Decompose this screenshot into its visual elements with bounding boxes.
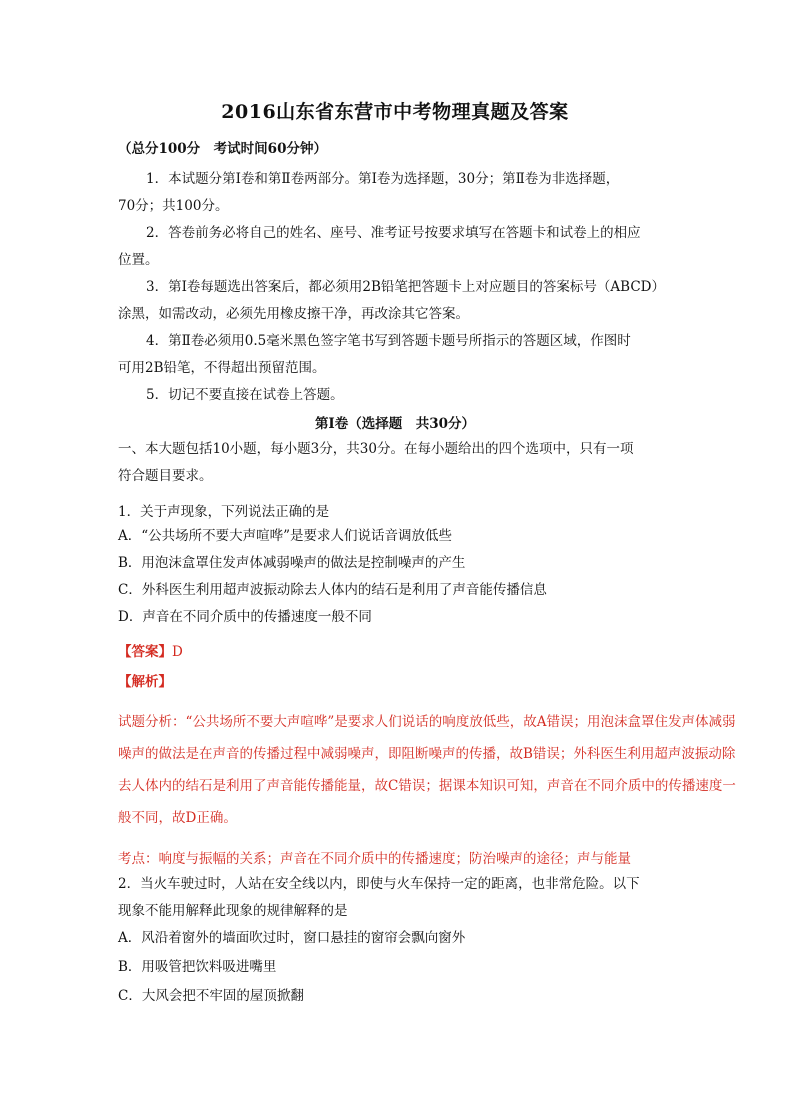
question-1-option-a: A．“公共场所不要大声喧哗”是要求人们说话音调放低些 bbox=[118, 528, 453, 544]
question-2-option-b: B．用吸管把饮料吸进嘴里 bbox=[118, 959, 277, 975]
answer-row bbox=[118, 640, 183, 660]
section-desc: 一、本大题包括10小题，每小题3分，共30分。在每小题给出的四个选项中，只有一项 bbox=[118, 441, 634, 457]
question-2-stem: 现象不能用解释此现象的规律解释的是 bbox=[118, 903, 348, 919]
instruction-line: 涂黑，如需改动，必须先用橡皮擦干净，再改涂其它答案。 bbox=[118, 306, 469, 322]
instruction-line: 1．本试题分第Ⅰ卷和第Ⅱ卷两部分。第Ⅰ卷为选择题，30分；第Ⅱ卷为非选择题， bbox=[146, 171, 620, 187]
analysis-label: 【解析】 bbox=[118, 674, 172, 690]
question-1-option-b: B．用泡沫盒罩住发声体减弱噪声的做法是控制噪声的产生 bbox=[118, 555, 466, 571]
knowledge-points: 考点：响度与振幅的关系；声音在不同介质中的传播速度；防治噪声的途径；声与能量 bbox=[118, 851, 631, 867]
question-2-option-c: C．大风会把不牢固的屋顶掀翻 bbox=[118, 988, 304, 1004]
question-2-stem: 2．当火车驶过时，人站在安全线以内，即使与火车保持一定的距离，也非常危险。以下 bbox=[118, 876, 640, 892]
instruction-line: 2．答卷前务必将自己的姓名、座号、准考证号按要求填写在答题卡和试卷上的相应 bbox=[146, 225, 641, 241]
instruction-line: 5．切记不要直接在试卷上答题。 bbox=[146, 387, 344, 403]
instruction-line: 70分；共100分。 bbox=[118, 198, 229, 214]
instruction-line: 可用2B铅笔，不得超出预留范围。 bbox=[118, 360, 326, 376]
question-1-stem: 1．关于声现象，下列说法正确的是 bbox=[118, 504, 330, 520]
page-title: 2016山东省东营市中考物理真题及答案 bbox=[221, 101, 569, 123]
analysis-line: 去人体内的结石是利用了声音能传播能量，故C错误；据课本知识可知，声音在不同介质中的传播速度一 bbox=[118, 778, 736, 794]
analysis-line: 试题分析：“公共场所不要大声喧哗”是要求人们说话的响度放低些，故A错误；用泡沫盒罩住发声体减弱 bbox=[118, 714, 736, 730]
instruction-line: 4．第Ⅱ卷必须用0.5毫米黑色签字笔书写到答题卡题号所指示的答题区域，作图时 bbox=[146, 333, 631, 349]
question-1-option-d: D．声音在不同介质中的传播速度一般不同 bbox=[118, 609, 372, 625]
answer-value: D bbox=[172, 644, 183, 660]
answer-label: 【答案】 bbox=[118, 644, 172, 660]
section-desc: 符合题目要求。 bbox=[118, 468, 213, 484]
section-title: 第Ⅰ卷（选择题 共30分） bbox=[314, 416, 476, 432]
question-2-option-a: A．风沿着窗外的墙面吹过时，窗口悬挂的窗帘会飘向窗外 bbox=[118, 930, 466, 946]
analysis-line: 噪声的做法是在声音的传播过程中减弱噪声，即阻断噪声的传播，故B错误；外科医生利用超声波振动除 bbox=[118, 746, 736, 762]
question-1-option-c: C．外科医生利用超声波振动除去人体内的结石是利用了声音能传播信息 bbox=[118, 582, 547, 598]
instruction-line: 3．第Ⅰ卷每题选出答案后，都必须用2B铅笔把答题卡上对应题目的答案标号（ABCD） bbox=[146, 279, 666, 295]
analysis-line: 般不同，故D正确。 bbox=[118, 810, 237, 826]
instruction-line: 位置。 bbox=[118, 252, 159, 268]
exam-meta: （总分100分 考试时间60分钟） bbox=[118, 141, 327, 157]
